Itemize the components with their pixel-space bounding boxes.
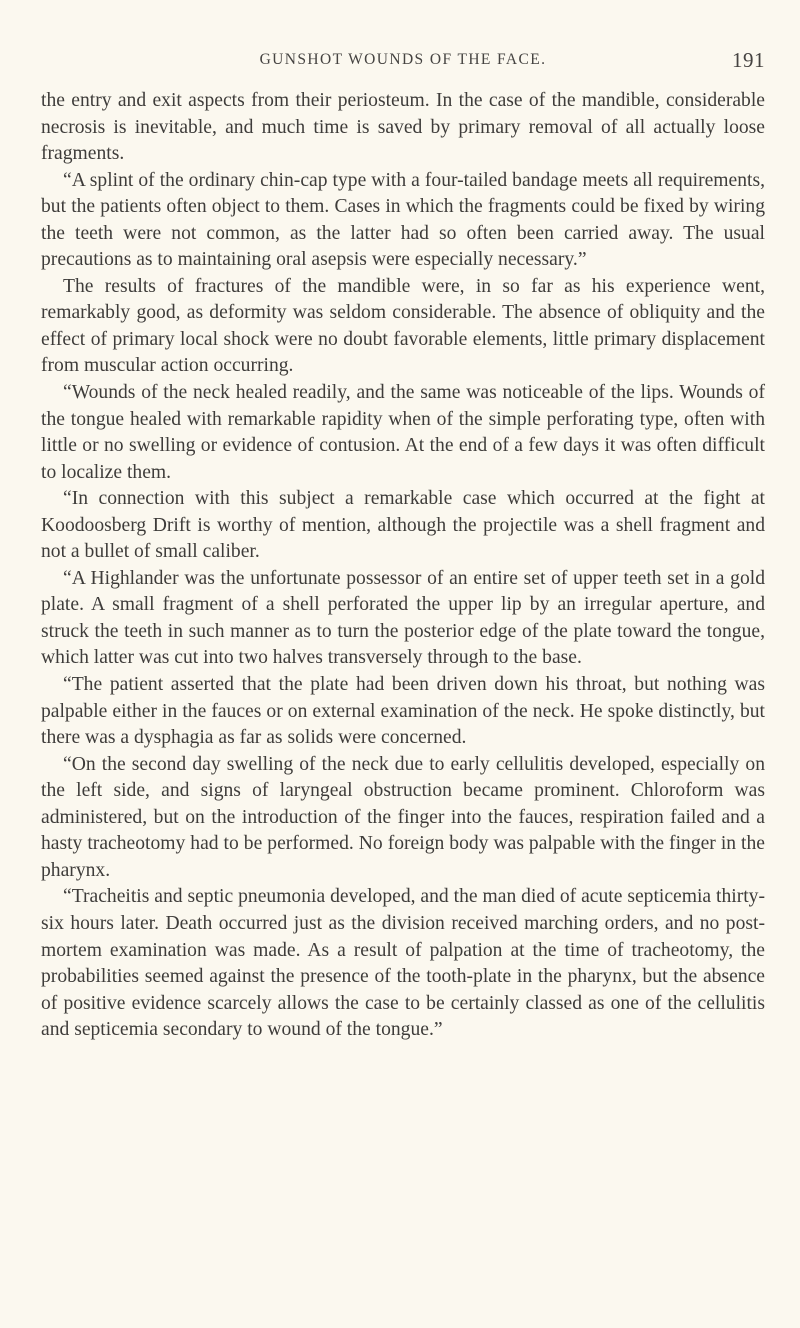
paragraph: “On the second day swelling of the neck due to early cellulitis developed, especially on the left side, and signs of laryngeal obstruction became prominent. Chloroform was administered, but on the introduction of the finger into the fauces, respiration failed and a hasty tracheotomy had to be performed. No foreign body was palpable with the finger in the pharynx.: [41, 753, 765, 881]
page-number: 191: [732, 48, 765, 72]
paragraph: “Tracheitis and septic pneumonia developed, and the man died of acute septicemia thirty-six hours later. Death occurred just as the division received marching orders, and no post-mortem examination was made. As a result of palpation at the time of tracheotomy, the probabilities seemed against the presence of the tooth-plate in the pharynx, but the absence of positive evidence scarcely allows the case to be certainly classed as one of the cellulitis and septicemia secondary to wound of the tongue.”: [41, 886, 765, 1041]
paragraph: “In connection with this subject a remarkable case which occurred at the fight at Koodoosberg Drift is worthy of mention, although the projectile was a shell fragment and not a bullet of small caliber.: [41, 488, 765, 563]
paragraph: “A splint of the ordinary chin-cap type with a four-tailed bandage meets all requirements, but the patients often object to them. Cases in which the fragments could be fixed by wiring the teeth were not common, as the latter had so often been carried away. The usual precautions as to maintaining oral asepsis were especially necessary.”: [41, 169, 765, 271]
paragraph: the entry and exit aspects from their periosteum. In the case of the mandible, considerable necrosis is inevitable, and much time is saved by primary removal of all actually loose fragments.: [41, 90, 765, 165]
paragraph: The results of fractures of the mandible were, in so far as his experience went, remarkably good, as deformity was seldom considerable. The absence of obliquity and the effect of primary local shock were no doubt favorable elements, little primary displacement from muscular action occurring.: [41, 275, 765, 377]
paragraph: “The patient asserted that the plate had been driven down his throat, but nothing was palpable either in the fauces or on external examination of the neck. He spoke distinctly, but there was a dysphagia as far as solids were concerned.: [41, 674, 765, 749]
running-head: [41, 48, 765, 81]
body-text: [41, 88, 765, 1044]
paragraph: “A Highlander was the unfortunate possessor of an entire set of upper teeth set in a gold plate. A small fragment of a shell perforated the upper lip by an irregular aperture, and struck the teeth in such manner as to turn the posterior edge of the plate toward the tongue, which latter was cut into two halves transversely through to the base.: [41, 567, 765, 669]
paragraph: “Wounds of the neck healed readily, and the same was noticeable of the lips. Wounds of the tongue healed with remarkable rapidity when of the simple perforating type, often with little or no swelling or evidence of contusion. At the end of a few days it was often difficult to localize them.: [41, 382, 765, 483]
running-title: GUNSHOT WOUNDS OF THE FACE.: [259, 51, 547, 68]
